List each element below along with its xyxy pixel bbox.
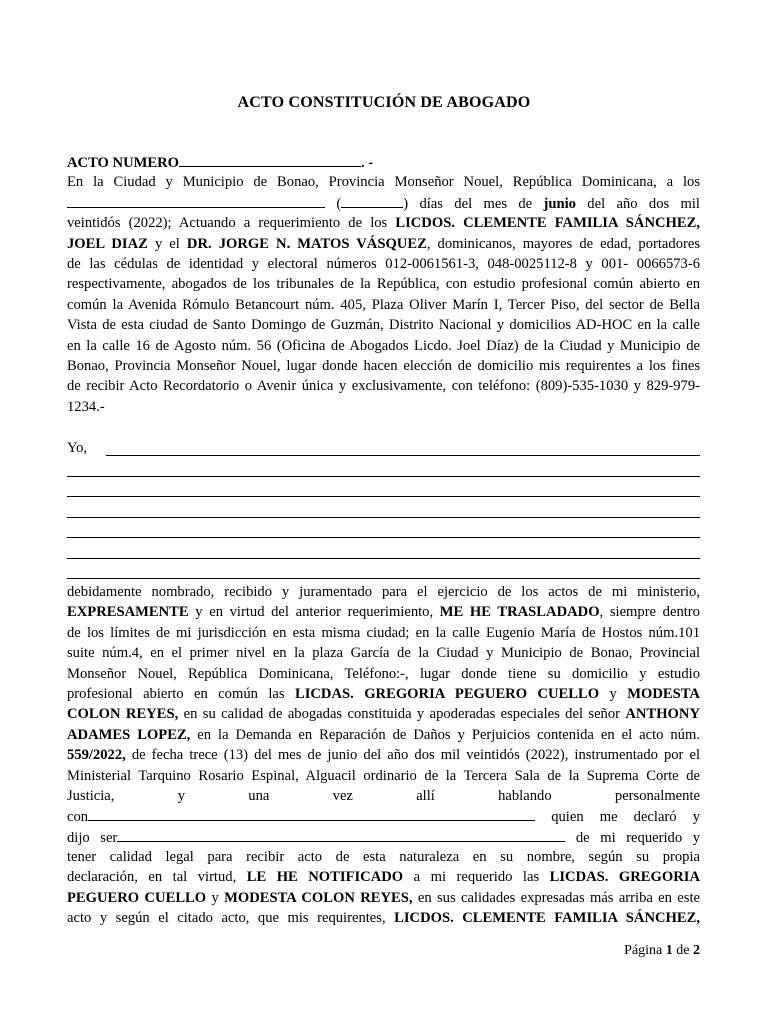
- acto-numero-label: ACTO NUMERO: [67, 155, 180, 171]
- text-line: en la calle 16 de Agosto núm. 56 (Oficina de Abogados Licdo. Joel Díaz) de la Ciudad y Municipio de: [67, 337, 700, 354]
- text-line: PEGUERO CUELLO y MODESTA COLON REYES, en sus calidades expresadas más arriba en este: [67, 889, 700, 906]
- alguacil-blank-line[interactable]: [67, 496, 700, 497]
- text-line: declaración, en tal virtud, LE HE NOTIFICADO a mi requerido las LICDAS. GREGORIA: [67, 869, 700, 886]
- acto-numero-suffix: . -: [361, 155, 374, 171]
- acto-numero-blank[interactable]: [179, 152, 361, 167]
- persona-blank[interactable]: [88, 806, 535, 821]
- text-line: suite núm.4, en el primer nivel en la plaza García de la Ciudad y Municipio de Bonao, Provincial: [67, 645, 700, 662]
- notification-paragraph: [67, 582, 700, 929]
- text-line: de las cédulas de identidad y electoral números 012-0061561-3, 048-0025112-8 y 001- 0066573-6: [67, 255, 700, 272]
- acto-numero-line: [67, 152, 700, 172]
- text-line: veintidós (2022); Actuando a requerimiento de los LICDOS. CLEMENTE FAMILIA SÁNCHEZ,: [67, 215, 701, 232]
- alguacil-blank-line[interactable]: [67, 537, 700, 538]
- text-line: debidamente nombrado, recibido y juramentado para el ejercicio de los actos de mi ministerio,: [67, 584, 700, 600]
- opening-paragraph: [67, 152, 700, 417]
- text-line: común la Avenida Rómulo Betancourt núm. 405, Plaza Oliver Marín I, Tercer Piso, del sector de Bella: [67, 296, 700, 313]
- text-line: dijo ser de mi requerido y: [67, 827, 700, 847]
- alguacil-blank-line[interactable]: [67, 517, 700, 518]
- page-number: Página 1 de 2: [624, 943, 700, 958]
- text-line: Justicia, y una vez allí hablando personalmente: [67, 787, 700, 804]
- dia-numero-blank[interactable]: [341, 193, 403, 208]
- text-line: profesional abierto en común las LICDAS. GREGORIA PEGUERO CUELLO y MODESTA: [67, 685, 700, 702]
- alguacil-blank-line[interactable]: [67, 476, 700, 477]
- calidad-blank[interactable]: [117, 827, 565, 842]
- text-line: Ministerial Tarquino Rosario Espinal, Alguacil ordinario de la Tercera Sala de la Suprema Corte de: [67, 767, 700, 784]
- text-line: 1234.-: [67, 398, 105, 415]
- text-line: Bonao, Provincia Monseñor Nouel, lugar donde hacen elección de domicilio mis requirentes a los fines: [67, 357, 700, 374]
- text-line: de recibir Acto Recordatorio o Avenir única y exclusivamente, con teléfono: (809)-535-1030 y 829-979-: [67, 378, 700, 395]
- requirentes-names: LICDOS. CLEMENTE FAMILIA SÁNCHEZ,: [395, 215, 701, 232]
- text-line: de los límites de mi jurisdicción en esta misma ciudad; en la calle Eugenio María de Hostos núm.101: [67, 624, 700, 641]
- text-line: respectivamente, abogados de los tribunales de la República, con estudio profesional común abierto en: [67, 276, 700, 293]
- document-title: ACTO CONSTITUCIÓN DE ABOGADO: [237, 94, 531, 111]
- month-value: junio: [543, 195, 576, 212]
- alguacil-blank-line[interactable]: [67, 558, 700, 559]
- text-line: EXPRESAMENTE y en virtud del anterior requerimiento, ME HE TRASLADADO, siempre dentro: [67, 604, 700, 621]
- text-line: En la Ciudad y Municipio de Bonao, Provincia Monseñor Nouel, República Dominicana, a los: [67, 174, 700, 191]
- text-line: 559/2022, de fecha trece (13) del mes de junio del año dos mil veintidós (2022), instrumentado por el: [67, 747, 701, 764]
- yo-label: Yo,: [67, 440, 88, 456]
- alguacil-blank-line[interactable]: [67, 578, 700, 579]
- text-line: ( ) días del mes de junio del año dos mil: [67, 193, 700, 213]
- text-line: JOEL DIAZ y el DR. JORGE N. MATOS VÁSQUEZ, dominicanos, mayores de edad, portadores: [67, 235, 701, 252]
- text-line: Monseñor Nouel, República Dominicana, Teléfono:-, lugar donde tiene su domicilio y estudio: [67, 665, 700, 682]
- text-line: ADAMES LOPEZ, en la Demanda en Reparación de Daños y Perjuicios contenida en el acto núm.: [67, 726, 700, 743]
- text-line: Vista de esta ciudad de Santo Domingo de Guzmán, Distrito Nacional y domicilios AD-HOC en la calle: [67, 317, 700, 334]
- dia-letras-blank[interactable]: [67, 193, 325, 208]
- alguacil-blank-block: [67, 440, 700, 584]
- text-line: COLON REYES, en su calidad de abogadas constituida y apoderadas especiales del señor ANTHONY: [67, 706, 700, 723]
- text-line: tener calidad legal para recibir acto de esta naturaleza en su nombre, según su propia: [67, 849, 700, 866]
- text-line: acto y según el citado acto, que mis requirentes, LICDOS. CLEMENTE FAMILIA SÁNCHEZ,: [67, 910, 701, 927]
- text-line: con quien me declaró y: [67, 806, 700, 826]
- alguacil-name-line[interactable]: [106, 455, 700, 456]
